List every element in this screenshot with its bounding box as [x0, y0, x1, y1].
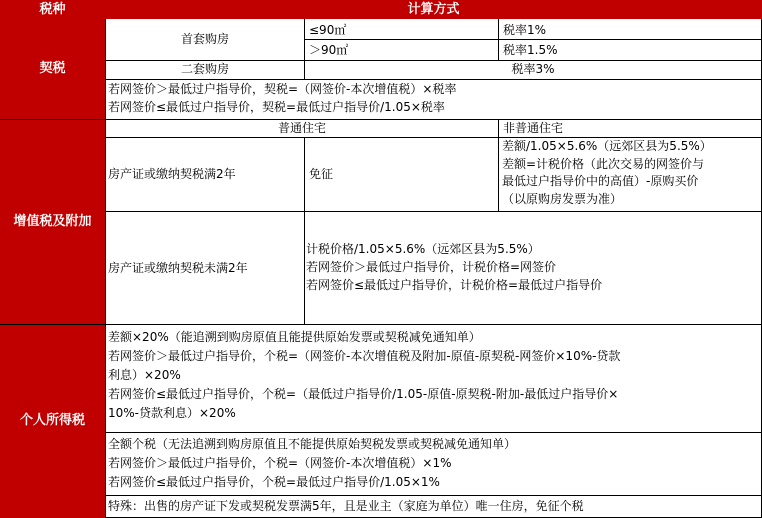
grid-line	[304, 137, 305, 324]
over-2-years-ordinary: 免征	[309, 167, 334, 181]
grid-line	[105, 495, 762, 496]
vat-label: 增值税及附加	[0, 119, 105, 324]
rate-le90: 税率1%	[503, 23, 547, 37]
text-line: 若网签价＞最低过户指导价，个税=（网签价-本次增值税及附加-原值-原契税-网签价×10%-贷款	[108, 349, 621, 363]
text-line: 若网签价＞最低过户指导价，个税=（网签价-本次增值税）×1%	[108, 456, 452, 470]
header-col-calc-method: 计算方式	[105, 0, 762, 19]
income-tax-difference-method	[108, 328, 760, 428]
under-2-years-label: 房产证或缴纳契税未满2年	[108, 261, 248, 275]
first-home-label: 首套购房	[180, 32, 229, 46]
text-line: 全额个税（无法追溯到购房原值且不能提供原始契税发票或契税减免通知单）	[108, 437, 517, 451]
grid-line	[0, 119, 762, 120]
header-col-tax-type: 税种	[0, 0, 105, 19]
grid-line	[304, 39, 761, 40]
non-ordinary-housing-header: 非普通住宅	[503, 121, 564, 135]
under-2-years-method	[306, 240, 760, 296]
grid-line	[105, 211, 762, 212]
income-tax-full-method	[108, 435, 760, 493]
text-line: 10%-贷款利息）×20%	[108, 406, 236, 420]
text-line: 差额×20%（能追溯到购房原值且能提供原始发票或契税减免通知单）	[108, 330, 481, 344]
deed-formula-line-1: 若网签价＞最低过户指导价，契税=（网签价-本次增值税）×税率	[108, 82, 457, 96]
over-2-years-label: 房产证或缴纳契税满2年	[108, 167, 236, 181]
grid-line	[105, 432, 762, 433]
area-le90: ≤90㎡	[309, 23, 347, 37]
text-line: 计税价格/1.05×5.6%（远郊区县为5.5%）	[306, 242, 540, 256]
deed-formula-line-2: 若网签价≤最低过户指导价，契税=最低过户指导价/1.05×税率	[108, 100, 445, 114]
second-home-label: 二套购房	[180, 62, 229, 76]
grid-line	[498, 119, 499, 211]
text-line: 若网签价≤最低过户指导价，个税=（最低过户指导价/1.05-原值-原契税-附加-最低过户指导价×	[108, 387, 619, 401]
area-gt90: ＞90㎡	[309, 43, 349, 57]
grid-line	[105, 137, 762, 138]
grid-line	[0, 324, 762, 325]
text-line: 若网签价＞最低过户指导价，计税价格=网签价	[306, 260, 557, 274]
grid-line	[105, 19, 106, 518]
grid-line	[105, 60, 762, 61]
text-line: 利息）×20%	[108, 368, 181, 382]
grid-line	[304, 19, 305, 79]
rate-gt90: 税率1.5%	[503, 43, 558, 57]
text-line: 差额/1.05×5.6%（远郊区县为5.5%）	[502, 139, 712, 153]
deed-tax-label: 契税	[0, 19, 105, 119]
second-home-rate: 税率3%	[511, 62, 555, 76]
text-line: 若网签价≤最低过户指导价，个税=最低过户指导价/1.05×1%	[108, 475, 440, 489]
text-line: （以原购房发票为准）	[502, 191, 623, 206]
over-2-years-non-ordinary	[502, 138, 760, 210]
income-tax-special-rule: 特殊：出售的房产证下发或契税发票满5年，且是业主（家庭为单位）唯一住房，免征个税	[108, 499, 584, 513]
text-line: 最低过户指导价中的高值）-原购买价	[502, 174, 699, 188]
text-line: 若网签价≤最低过户指导价，计税价格=最低过户指导价	[306, 278, 603, 292]
grid-line	[105, 79, 762, 80]
text-line: 差额=计税价格（此次交易的网签价与	[502, 156, 705, 171]
ordinary-housing-header: 普通住宅	[277, 121, 326, 135]
income-tax-label: 个人所得税	[0, 324, 105, 518]
